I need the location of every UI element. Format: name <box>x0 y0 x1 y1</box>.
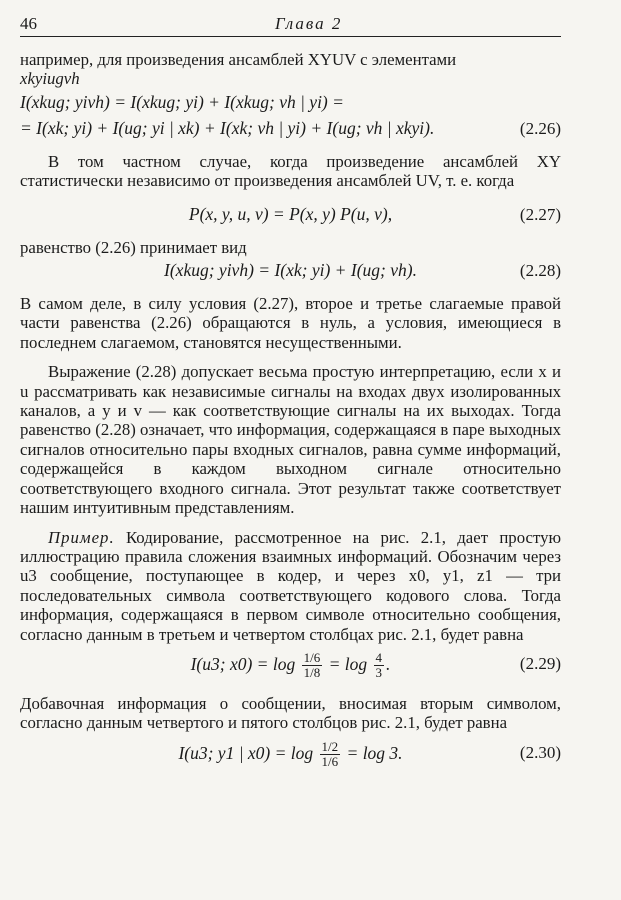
running-header <box>20 14 561 37</box>
intro-line: например, для произведения ансамблей XYUV с элементами <box>20 50 457 69</box>
equation-2-27-formula: P(x, y, u, v) = P(x, y) P(u, v), <box>188 203 393 224</box>
equation-2-29-formula: I(u3; x0) = log $\frac{1/6}{1/8}$ = log $\frac{4}{3}$ . <box>190 650 391 681</box>
intro-elements: xkyiugvh <box>20 69 80 89</box>
paragraph-expression: Выражение (2.28) допускает весьма простую интерпретацию, если x и u рассматривать как независимые сигналы на входах двух изолированных каналов, а y и v — как соответствующие сигналы на их выходах. Тогда равенство (2.28) означает, что информация, содержащаяся в паре выходных сигналов относительно пары входных сигналов, равна сумме информаций, содержащейся в каждом выходном сигнале относительно соответствующего входного сигнала. Этот результат также соответствует нашим интуитивным представлениям. <box>20 362 561 518</box>
paragraph-equality: равенство (2.26) принимает вид <box>20 237 247 257</box>
page-number: 46 <box>20 14 37 33</box>
equation-2-30-formula: I(u3; y1 | x0) = log $\frac{1/2}{1/6}$ = log 3. <box>178 739 403 770</box>
body-text <box>20 50 561 773</box>
example-paragraph <box>20 528 561 644</box>
equation-2-28 <box>20 257 561 284</box>
example-text: Кодирование, рассмотренное на рис. 2.1, дает простую иллюстрацию правила сложения взаимных информаций. Обозначим через u3 сообщение, поступающее в кодер, и через x0, y1, z1 — три последовательных символа соответствующего кодового слова. Тогда информация, содержащаяся в первом символе относительно сообщения, согласно данным в третьем и четвертом столбцах рис. 2.1, будет равна <box>20 527 561 644</box>
equation-2-26-line1: I(xkug; yivh) = I(xkug; yi) + I(xkug; vh | yi) = <box>20 91 344 112</box>
paragraph-indeed: В самом деле, в силу условия (2.27), второе и третье слагаемые правой части равенства (2.26) обращаются в нуль, а условия, имеющиеся в последнем слагаемом, становятся несущественными. <box>20 294 561 352</box>
paragraph-special-case: В том частном случае, когда произведение ансамблей XY статистически независимо от произведения ансамблей UV, т. е. когда <box>20 151 561 191</box>
equation-2-30-number: (2.30) <box>519 742 561 762</box>
equation-2-26-line2 <box>20 115 561 142</box>
equation-2-27-number: (2.27) <box>519 204 561 224</box>
example-label: Пример. <box>48 527 115 547</box>
equation-2-26-number: (2.26) <box>519 118 561 138</box>
equation-2-30 <box>20 733 561 773</box>
equation-2-29 <box>20 644 561 684</box>
equation-2-26-formula: = I(xk; yi) + I(ug; yi | xk) + I(xk; vh | yi) + I(ug; vh | xkyi). <box>20 117 435 138</box>
equation-2-28-number: (2.28) <box>519 261 561 281</box>
chapter-title: Глава 2 <box>275 14 343 33</box>
equation-2-27 <box>20 201 561 228</box>
equation-2-28-formula: I(xkug; yivh) = I(xk; yi) + I(ug; vh). <box>164 260 417 281</box>
equation-2-29-number: (2.29) <box>519 653 561 673</box>
paragraph-additional: Добавочная информация о сообщении, вносимая вторым символом, согласно данным четвертого и пятого столбцов рис. 2.1, будет равна <box>20 693 561 733</box>
